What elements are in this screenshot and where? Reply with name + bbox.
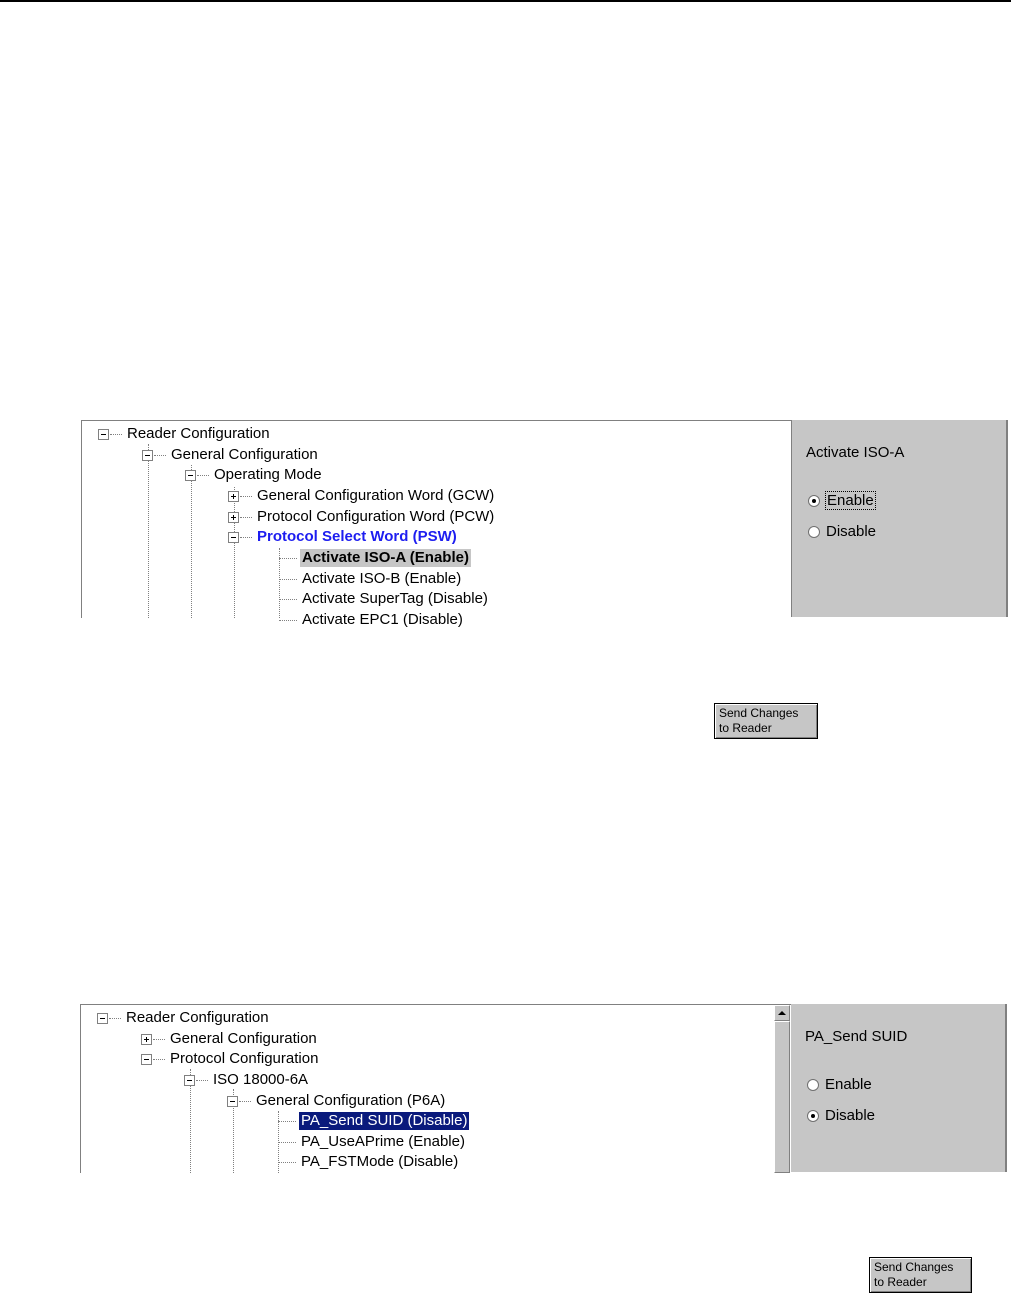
tree-node-pa-send-suid[interactable]: PA_Send SUID (Disable) [278,1111,469,1131]
radio-selected-icon[interactable] [807,1110,819,1122]
collapse-icon[interactable] [98,429,109,440]
tree-node-general-configuration[interactable]: General Configuration [142,445,320,465]
tree-node-activate-supertag[interactable]: Activate SuperTag (Disable) [279,589,490,609]
tree-node-gcw[interactable]: General Configuration Word (GCW) [228,486,496,506]
collapse-icon[interactable] [142,450,153,461]
tree-node-activate-iso-a[interactable]: Activate ISO-A (Enable) [279,548,471,568]
tree-node-reader-configuration[interactable]: Reader Configuration [98,424,272,444]
radio-unselected-icon[interactable] [807,1079,819,1091]
config-tree-1[interactable] [81,420,792,628]
tree-node-activate-epc1[interactable]: Activate EPC1 (Disable) [279,610,465,630]
scroll-up-icon[interactable] [774,1005,790,1021]
collapse-icon[interactable] [141,1054,152,1065]
tree-node-operating-mode[interactable]: Operating Mode [185,465,324,485]
scroll-thumb[interactable] [774,1021,790,1173]
settings-panel-2 [791,1004,1007,1172]
send-changes-button[interactable]: Send Changes to Reader [869,1257,972,1293]
disable-radio[interactable]: Disable [807,1107,875,1124]
collapse-icon[interactable] [227,1096,238,1107]
tree-node-general-configuration-p6a[interactable]: General Configuration (P6A) [227,1091,447,1111]
setting-title: PA_Send SUID [805,1028,908,1045]
tree-node-iso-18000-6a[interactable]: ISO 18000-6A [184,1070,310,1090]
setting-title: Activate ISO-A [806,444,905,461]
page-top-rule [0,0,1011,2]
send-changes-button[interactable]: Send Changes to Reader [714,703,818,739]
tree-node-pa-useaprime[interactable]: PA_UseAPrime (Enable) [278,1132,467,1152]
expand-icon[interactable] [228,512,239,523]
config-tree-2[interactable] [80,1004,792,1173]
disable-radio[interactable]: Disable [808,523,876,540]
expand-icon[interactable] [228,491,239,502]
tree-node-general-configuration[interactable]: General Configuration [141,1029,319,1049]
settings-panel-1 [791,420,1008,617]
expand-icon[interactable] [141,1034,152,1045]
collapse-icon[interactable] [185,470,196,481]
enable-radio[interactable]: Enable [808,492,875,509]
vertical-scrollbar[interactable] [774,1005,790,1173]
tree-node-protocol-configuration[interactable]: Protocol Configuration [141,1049,320,1069]
tree-node-reader-configuration[interactable]: Reader Configuration [97,1008,271,1028]
collapse-icon[interactable] [228,532,239,543]
tree-node-activate-iso-b[interactable]: Activate ISO-B (Enable) [279,569,463,589]
collapse-icon[interactable] [184,1075,195,1086]
enable-radio[interactable]: Enable [807,1076,872,1093]
tree-node-pcw[interactable]: Protocol Configuration Word (PCW) [228,507,496,527]
tree-node-pa-fstmode[interactable]: PA_FSTMode (Disable) [278,1152,460,1172]
radio-unselected-icon[interactable] [808,526,820,538]
collapse-icon[interactable] [97,1013,108,1024]
radio-selected-icon[interactable] [808,495,820,507]
tree-node-psw[interactable]: Protocol Select Word (PSW) [228,527,459,547]
